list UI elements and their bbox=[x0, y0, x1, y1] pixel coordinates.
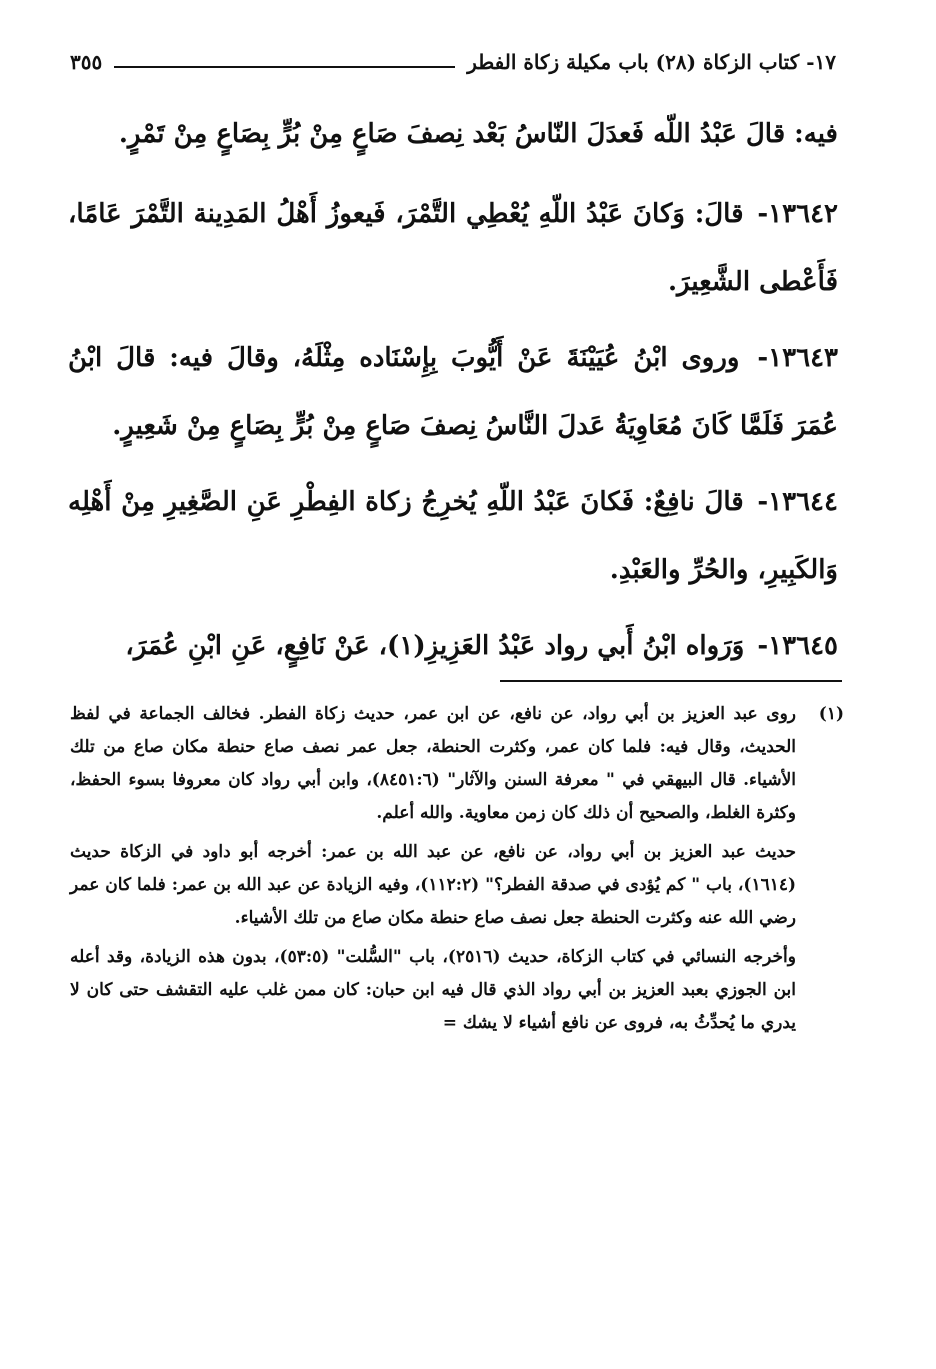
footnote-separator bbox=[500, 680, 842, 682]
paragraph-text: فيه: قالَ عَبْدُ اللّه فَعدَلَ النّاسُ بَعْد نِصفَ صَاعٍ مِنْ بُرٍّ بِصَاعٍ مِنْ تَمْرٍ. bbox=[118, 119, 838, 149]
hadith-13645 bbox=[68, 612, 838, 680]
footnote-paragraph: وأخرجه النسائي في كتاب الزكاة، حديث (٢٥١٦)، باب "السُّلت" (٥٣:٥)، بدون هذه الزيادة، وقد أعله ابن الجوزي بعبد العزيز بن أبي رواد الذي قال فيه ابن حبان: كان ممن غلب عليه التقشف حتى كان لا يدري ما يُحدِّثُ به، فروى عن نافع أشياء لا يشك = bbox=[70, 947, 796, 1033]
hadith-text: قالَ نافِعٌ: فَكانَ عَبْدُ اللّهِ يُخرِجُ زكاة الفِطْرِ عَنِ الصَّغِيرِ مِنْ أَهْلِه وَالكَبِيرِ، والحُرِّ والعَبْدِ. bbox=[68, 487, 838, 585]
header-rule bbox=[114, 66, 455, 68]
main-text bbox=[68, 100, 838, 688]
hadith-text: وروى ابْنُ عُيَيْنَةَ عَنْ أَيُّوبَ بِإِسْنَاده مِثْلَهُ، وقالَ فيه: قالَ ابْنُ عُمَرَ فَلَمَّا كَانَ مُعَاوِيَةُ عَدلَ النَّاسُ نِصفَ صَاعٍ مِنْ بُرٍّ بِصَاعٍ مِنْ شَعِيرٍ. bbox=[68, 343, 838, 441]
hadith-number: ١٣٦٤٥- bbox=[757, 631, 838, 661]
footnote-paragraph: حديث عبد العزيز بن أبي رواد، عن نافع، عن عبد الله بن عمر: أخرجه أبو داود في الزكاة حديث (١٦١٤)، باب " كم يُؤدى في صدقة الفطر؟" (١١٢:٢)، وفيه الزيادة عن عبد الله بن عمر: فلما كان عمر رضي الله عنه وكثرت الحنطة جعل نصف صاع حنطة مكان صاع من تلك الأشياء. bbox=[70, 842, 797, 928]
hadith-text: وَرَواه ابْنُ أَبي رواد عَبْدُ العَزِيزِ(١)، عَنْ نَافِعٍ، عَنِ ابْنِ عُمَرَ، bbox=[125, 631, 745, 661]
paragraph bbox=[68, 100, 838, 168]
footnote-marker: (١) bbox=[818, 704, 844, 724]
hadith-13642 bbox=[68, 180, 838, 316]
footnote-text: روى عبد العزيز بن أبي رواد، عن نافع، عن ابن عمر، حديث زكاة الفطر. فخالف الجماعة في لفظ الحديث، وقال فيه: فلما كان عمر، وكثرت الحنطة، جعل عمر نصف صاع حنطة مكان صاع من تلك الأشياء. قال البيهقي في " معرفة السنن والآثار" (٨٤٥١:٦)، وابن أبي رواد كان معروفا بسوء الحفظ، وكثرة الغلط، والصحيح أن ذلك كان زمن معاوية. والله أعلم. bbox=[70, 704, 796, 823]
hadith-number: ١٣٦٤٣- bbox=[757, 343, 838, 373]
hadith-number: ١٣٦٤٤- bbox=[757, 487, 838, 517]
hadith-13643 bbox=[68, 324, 838, 460]
hadith-13644 bbox=[68, 468, 838, 604]
footnotes bbox=[70, 698, 844, 1046]
hadith-number: ١٣٦٤٢- bbox=[757, 199, 838, 229]
footnote-1 bbox=[70, 698, 844, 830]
running-header bbox=[70, 42, 836, 82]
hadith-text: قالَ: وَكانَ عَبْدُ اللّهِ يُعْطِي التَّمْرَ، فَيعوزُ أَهْلُ المَدِينة التَّمْرَ عَامًا، فَأَعْطى الشَّعِيرَ. bbox=[68, 199, 838, 297]
header-title: ١٧- كتاب الزكاة (٢٨) باب مكيلة زكاة الفطر bbox=[467, 50, 836, 74]
page-number: ٣٥٥ bbox=[70, 50, 103, 74]
